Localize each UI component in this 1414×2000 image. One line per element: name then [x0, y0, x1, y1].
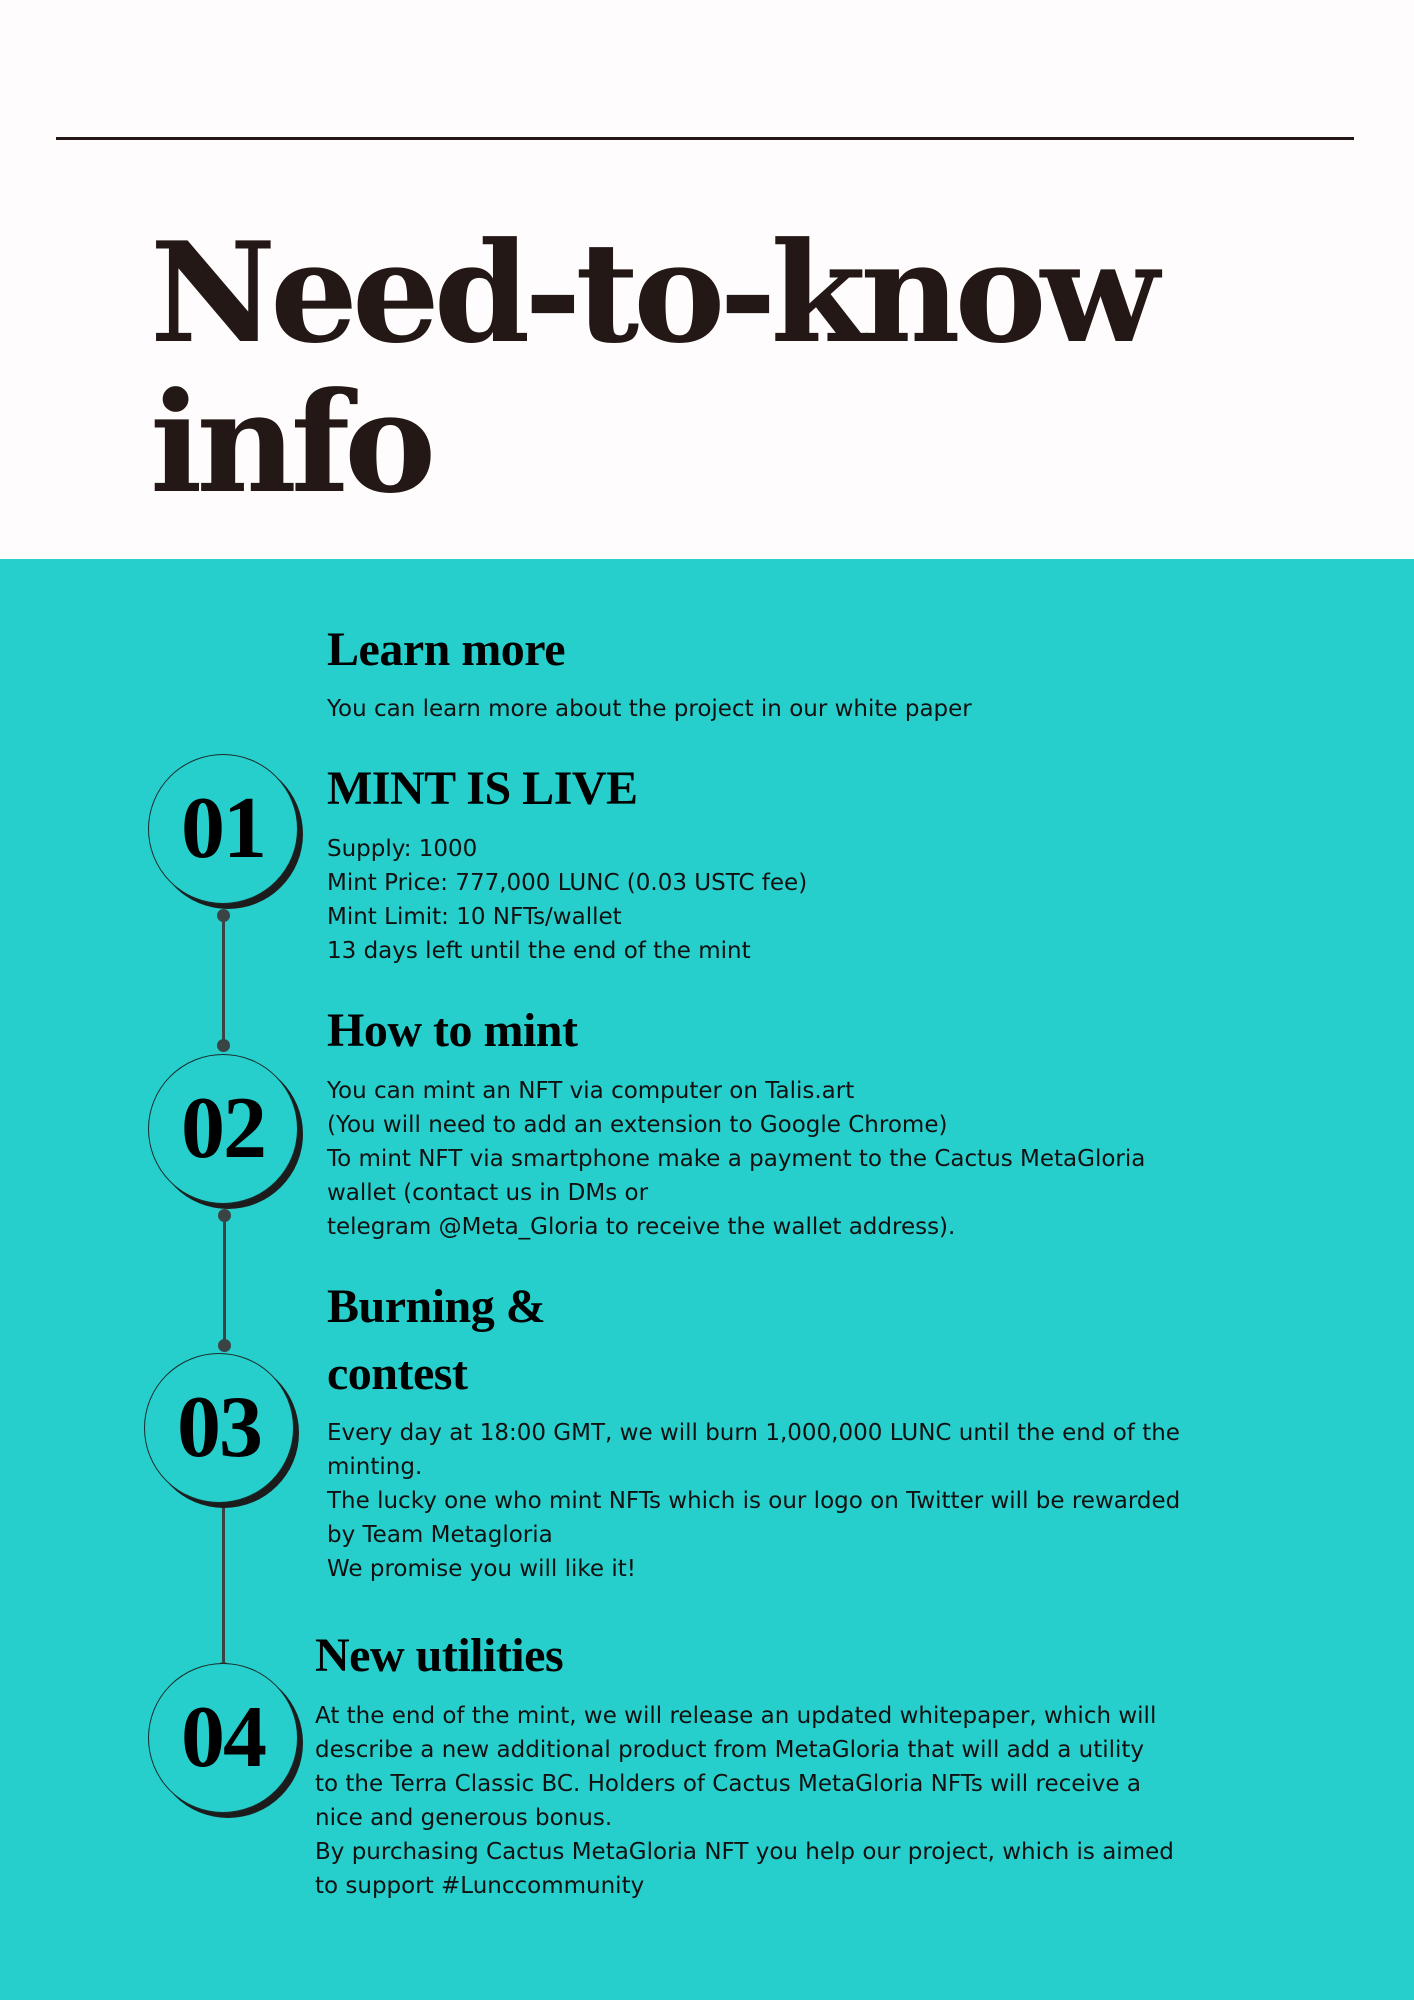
step-01-body: Supply: 1000 Mint Price: 777,000 LUNC (0.03 USTC fee) Mint Limit: 10 NFTs/wallet 13 days left until the end of the mint: [327, 836, 808, 964]
timeline-dot-2a: [218, 1209, 231, 1222]
timeline-connector-2: [223, 1215, 226, 1345]
step-01-circle: [148, 754, 298, 904]
timeline-dot-1b: [217, 1039, 230, 1052]
step-02-body: You can mint an NFT via computer on Talis.art (You will need to add an extension to Google Chrome) To mint NFT via smartphone make a payment to the Cactus MetaGloria wallet (contact us in DMs or telegram @Meta_Gloria to receive the wallet address).: [327, 1078, 1146, 1240]
step-03-body: Every day at 18:00 GMT, we will burn 1,000,000 LUNC until the end of the minting. The lucky one who mint NFTs which is our logo on Twitter will be rewarded by Team Metagloria We promise you will like it!: [327, 1420, 1181, 1582]
step-04-circle: [148, 1663, 298, 1813]
step-02-number: 02: [181, 1080, 265, 1177]
timeline-connector-3: [222, 1498, 225, 1668]
learn-more-body[interactable]: You can learn more about the project in our white paper: [327, 696, 972, 722]
step-01-number: 01: [181, 780, 265, 877]
step-04-number: 04: [181, 1689, 265, 1786]
top-divider: [56, 137, 1354, 140]
step-02-circle: [148, 1054, 298, 1204]
step-04-heading: New utilities: [315, 1629, 564, 1682]
step-04-body: At the end of the mint, we will release an updated whitepaper, which will describe a new additional product from MetaGloria that will add a utility to the Terra Classic BC. Holders of Cactus MetaGloria NFTs will receive a nice and generous bonus. By purchasing Cactus MetaGloria NFT you help our project, which is aimed to support #Lunccommunity: [315, 1703, 1174, 1899]
step-01-heading: MINT IS LIVE: [327, 762, 638, 815]
step-03-number: 03: [177, 1379, 261, 1476]
step-02-heading: How to mint: [327, 1004, 578, 1057]
timeline-connector-1: [222, 915, 225, 1045]
learn-more-heading: Learn more: [327, 623, 566, 676]
step-03-circle: [144, 1353, 294, 1503]
timeline-dot-2b: [218, 1339, 231, 1352]
step-03-heading: Burning & contest: [327, 1280, 546, 1400]
page-title: Need-to-know info: [150, 211, 1154, 524]
timeline-dot-1a: [217, 909, 230, 922]
